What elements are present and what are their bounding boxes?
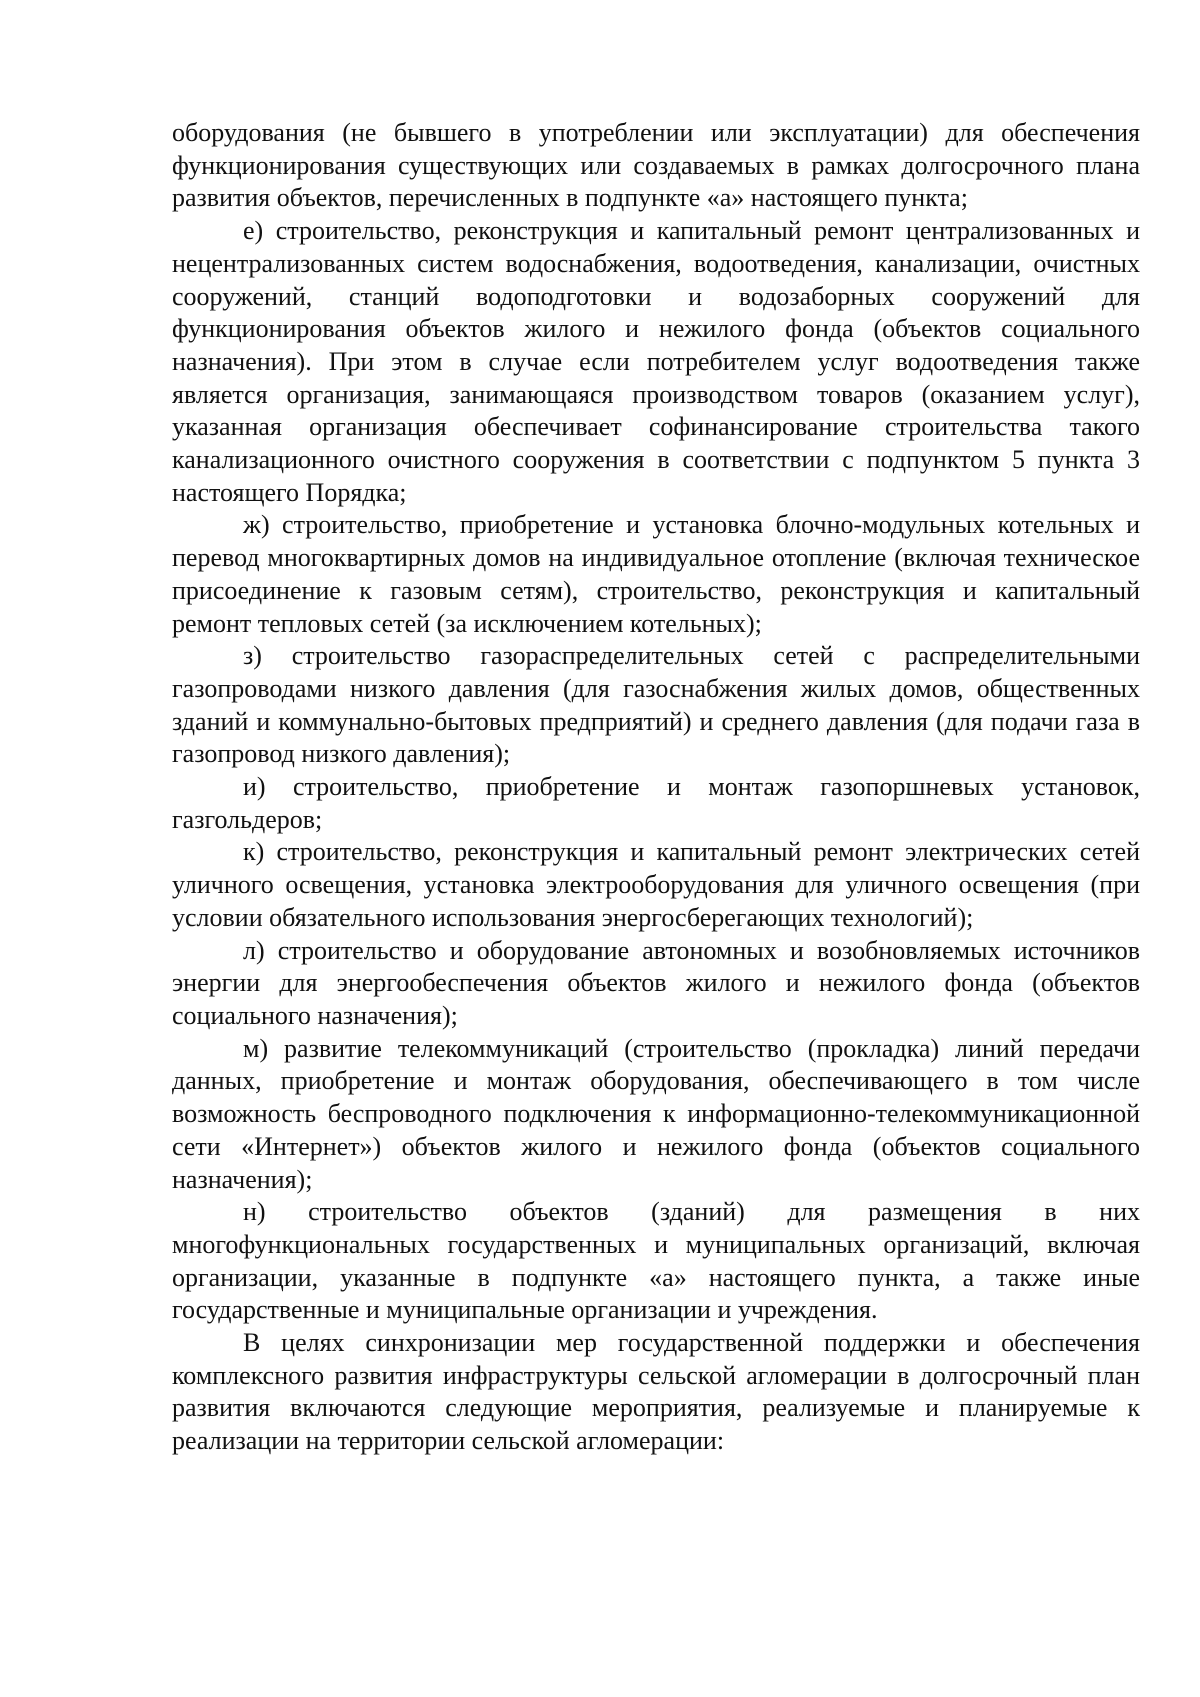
paragraph-item-l: л) строительство и оборудование автономных и возобновляемых источников энергии для энергообеспечения объектов жилого и нежилого фонда (объектов социального назначения); — [172, 935, 1140, 1030]
paragraph-item-m: м) развитие телекоммуникаций (строительство (прокладка) линий передачи данных, приобретение и монтаж оборудования, обеспечивающего в том числе возможность беспроводного подключения к информационно-телекоммуникационной сети «Интернет») объектов жилого и нежилого фонда (объектов социального назначения); — [172, 1033, 1140, 1194]
document-page — [172, 117, 1140, 1458]
paragraph-item-k: к) строительство, реконструкция и капитальный ремонт электрических сетей уличного освещения, установка электрооборудования для уличного освещения (при условии обязательного использования энергосберегающих технологий); — [172, 837, 1140, 932]
paragraph-item-n: н) строительство объектов (зданий) для размещения в них многофункциональных государственных и муниципальных организаций, включая организации, указанные в подпункте «а» настоящего пункта, а также иные государственные и муниципальные организации и учреждения. — [172, 1197, 1140, 1325]
paragraph-item-e: е) строительство, реконструкция и капитальный ремонт централизованных и нецентрализованных систем водоснабжения, водоотведения, канализации, очистных сооружений, станций водоподготовки и водозаборных сооружений для функционирования объектов жилого и нежилого фонда (объектов социального назначения). При этом в случае если потребителем услуг водоотведения также является организация, занимающаяся производством товаров (оказанием услуг), указанная организация обеспечивает софинансирование строительства такого канализационного очистного сооружения в соответствии с подпунктом 5 пункта 3 настоящего Порядка; — [172, 216, 1140, 507]
paragraph-item-zh: ж) строительство, приобретение и установка блочно-модульных котельных и перевод многоквартирных домов на индивидуальное отопление (включая техническое присоединение к газовым сетям), строительство, реконструкция и капитальный ремонт тепловых сетей (за исключением котельных); — [172, 510, 1140, 638]
paragraph-synchronization: В целях синхронизации мер государственной поддержки и обеспечения комплексного развития инфраструктуры сельской агломерации в долгосрочный план развития включаются следующие мероприятия, реализуемые и планируемые к реализации на территории сельской агломерации: — [172, 1328, 1140, 1456]
paragraph-item-i: и) строительство, приобретение и монтаж газопоршневых установок, газгольдеров; — [172, 772, 1140, 834]
paragraph-continuation: оборудования (не бывшего в употреблении или эксплуатации) для обеспечения функционирования существующих или создаваемых в рамках долгосрочного плана развития объектов, перечисленных в подпункте «а» настоящего пункта; — [172, 118, 1140, 213]
paragraph-item-z: з) строительство газораспределительных сетей с распределительными газопроводами низкого давления (для газоснабжения жилых домов, общественных зданий и коммунально-бытовых предприятий) и среднего давления (для подачи газа в газопровод низкого давления); — [172, 641, 1140, 769]
